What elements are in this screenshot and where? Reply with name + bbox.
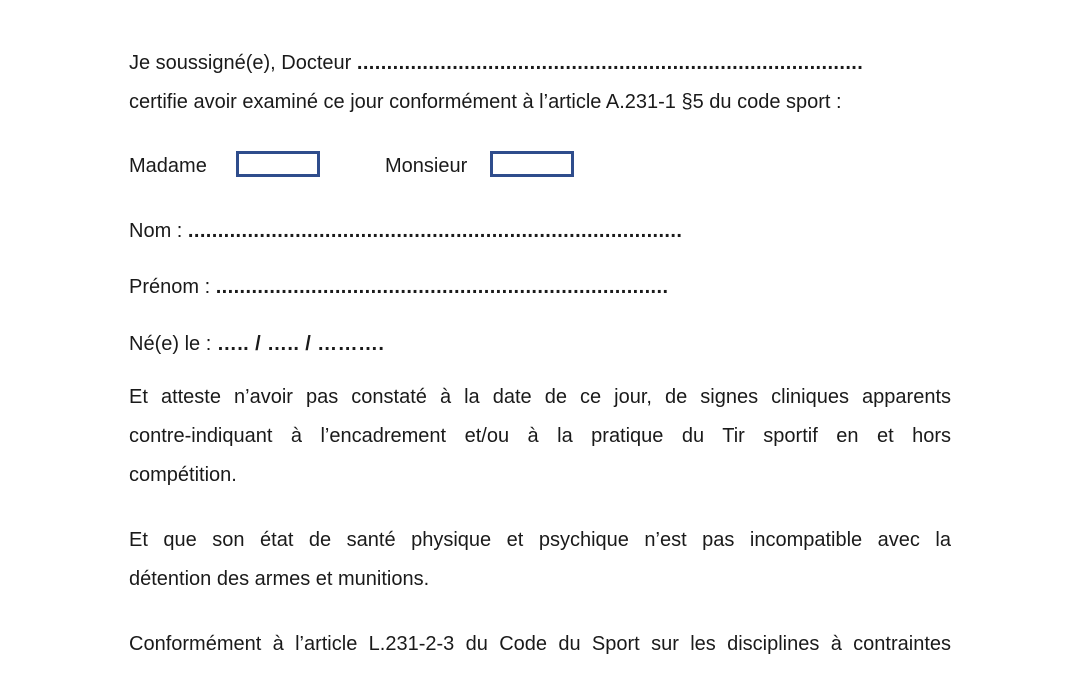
prenom-line xyxy=(129,275,668,299)
nom-line xyxy=(129,219,682,243)
monsieur-label: Monsieur xyxy=(385,155,468,177)
doctor-label: Je soussigné(e), Docteur xyxy=(129,52,357,74)
birth-line xyxy=(129,332,384,356)
prenom-blank[interactable]: ............................................................................ xyxy=(215,276,669,298)
nom-blank[interactable]: ................................................................................... xyxy=(187,220,683,242)
doctor-name-blank[interactable]: ..................................................................................... xyxy=(356,52,864,74)
certify-line: certifie avoir examiné ce jour conformément à l’article A.231-1 §5 du code sport : xyxy=(129,91,842,113)
health-paragraph xyxy=(129,521,951,599)
birth-label: Né(e) le : xyxy=(129,333,217,355)
madame-checkbox[interactable] xyxy=(236,151,320,177)
attest-line: Et atteste n’avoir pas constaté à la date de ce jour, de signes cliniques apparents xyxy=(129,386,951,408)
article-paragraph xyxy=(129,625,951,664)
prenom-label: Prénom : xyxy=(129,276,216,298)
birth-date-blank[interactable]: ….. / ….. / ………. xyxy=(216,333,385,355)
attest-line: compétition. xyxy=(129,464,237,486)
monsieur-checkbox[interactable] xyxy=(490,151,574,177)
article-line: Conformément à l’article L.231-2-3 du Code du Sport sur les disciplines à contraintes xyxy=(129,633,951,655)
health-line: Et que son état de santé physique et psychique n’est pas incompatible avec la xyxy=(129,529,951,551)
doctor-line xyxy=(129,51,863,75)
madame-label: Madame xyxy=(129,155,207,177)
nom-label: Nom : xyxy=(129,220,188,242)
attest-paragraph xyxy=(129,378,951,495)
attest-line: contre-indiquant à l’encadrement et/ou à la pratique du Tir sportif en et hors xyxy=(129,425,951,447)
health-line: détention des armes et munitions. xyxy=(129,568,430,590)
